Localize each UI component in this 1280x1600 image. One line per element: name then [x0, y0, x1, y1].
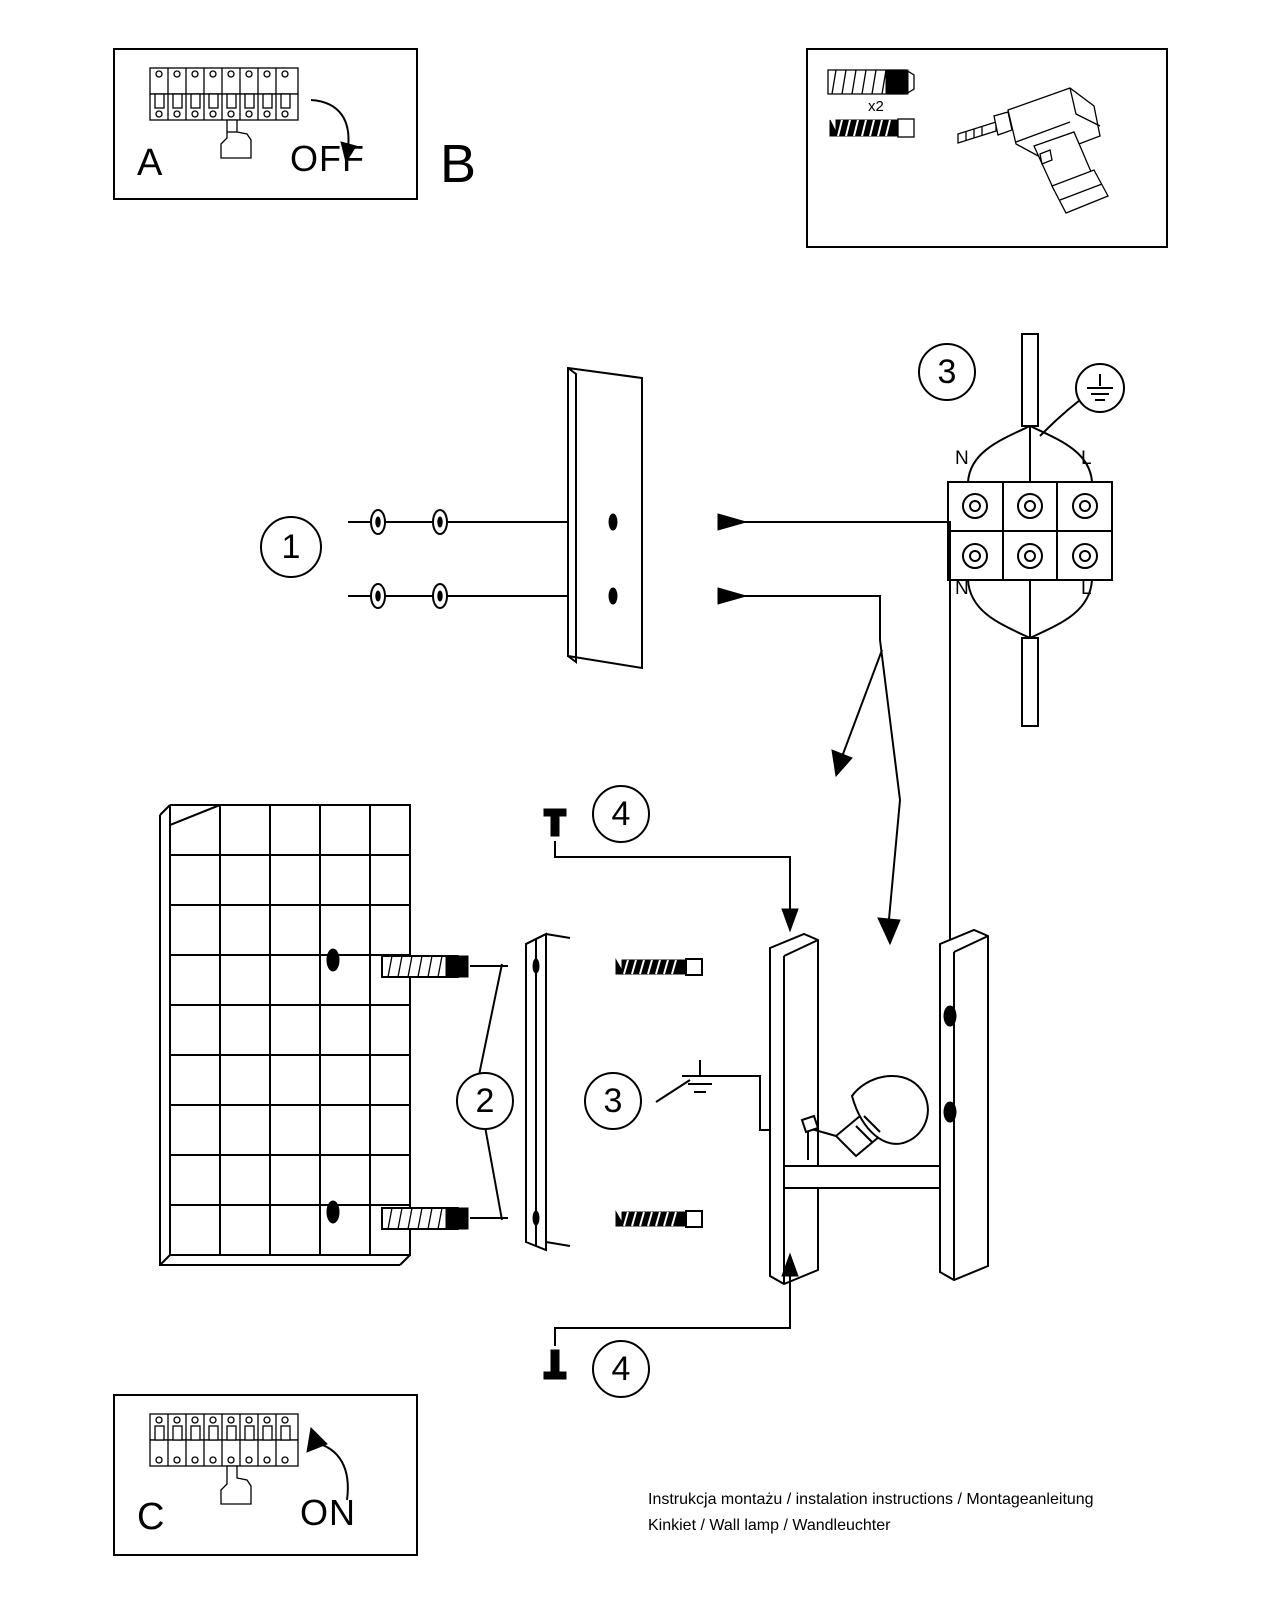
- hand-pointing-icon: [221, 120, 251, 158]
- step-4-top-graphic: [520, 805, 840, 965]
- washer-icon-3: [371, 584, 385, 608]
- step-4-bottom-graphic: [520, 1250, 840, 1430]
- terminal-label-bottom-left: N: [955, 578, 969, 599]
- wall-plug-icon-bottom: [382, 1208, 468, 1229]
- mounting-bracket: [526, 934, 570, 1250]
- panel-a-frame: [113, 48, 418, 200]
- step-3-terminal-badge: 3: [918, 343, 976, 401]
- panel-b-letter: B: [440, 134, 477, 194]
- fixing-screw-icon-bottom: [544, 1350, 566, 1379]
- lamp-left-post: [770, 934, 818, 1284]
- circuit-breaker-switch-on-icon: [150, 1414, 298, 1466]
- hand-pointing-icon: [221, 1466, 251, 1504]
- footer-line-1: Instrukcja montażu / instalation instructions / Montageanleitung: [648, 1491, 1094, 1508]
- wall-lamp-assembly: [760, 920, 1020, 1300]
- panel-a-action-label: OFF: [290, 138, 365, 179]
- step-4-bottom-badge: 4: [592, 1340, 650, 1398]
- fixing-screw-icon-top: [544, 809, 566, 836]
- panel-c-action-label: ON: [300, 1492, 356, 1533]
- panel-a-letter: A: [137, 142, 163, 184]
- arrow-curved-up-icon: [307, 1428, 348, 1500]
- step-2-badge: 2: [456, 1072, 514, 1130]
- step-4-top-badge: 4: [592, 785, 650, 843]
- wood-screw-icon-bottom: [616, 1211, 702, 1227]
- terminal-label-bottom-right: L: [1081, 578, 1092, 599]
- step-1-badge: 1: [260, 516, 322, 578]
- step-3-earth-badge: 3: [584, 1072, 642, 1130]
- power-drill-icon: [958, 88, 1108, 213]
- wall-plug-icon: [828, 70, 914, 94]
- circuit-breaker-switch-off-icon: [150, 68, 298, 120]
- wall-plug-icon-top: [382, 956, 468, 977]
- panel-c-letter: C: [137, 1496, 165, 1538]
- lamp-base-shelf: [784, 1166, 940, 1188]
- panel-b-parts-count: x2: [868, 98, 884, 115]
- washer-icon-4: [433, 584, 447, 608]
- earth-ground-icon: [1040, 364, 1124, 436]
- footer-line-2: Kinkiet / Wall lamp / Wandleuchter: [648, 1517, 891, 1534]
- panel-c-frame: [113, 1394, 418, 1556]
- wood-screw-icon: [830, 119, 914, 137]
- washer-icon-1: [371, 510, 385, 534]
- terminal-label-top-right: L: [1081, 448, 1092, 469]
- earth-ground-icon-small: [682, 1060, 718, 1092]
- terminal-label-top-left: N: [955, 448, 969, 469]
- panel-b-graphic: [808, 50, 1166, 246]
- lamp-bulb-and-socket: [802, 1076, 928, 1160]
- panel-b-frame: [806, 48, 1168, 248]
- footer-text-block: [648, 1487, 1188, 1539]
- washer-icon-2: [433, 510, 447, 534]
